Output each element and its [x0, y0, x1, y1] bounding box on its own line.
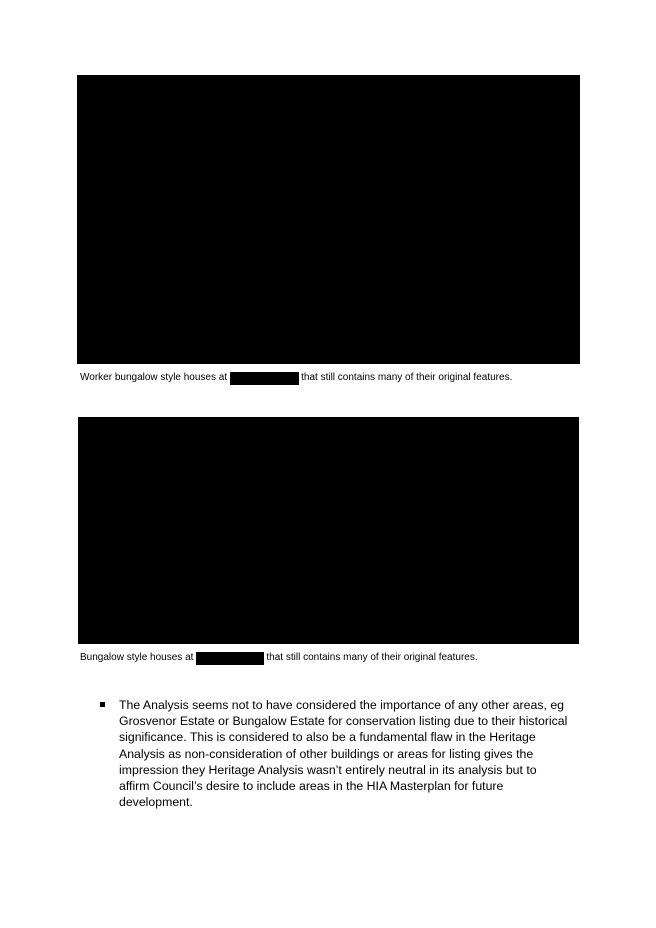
figure-caption	[80, 651, 478, 665]
caption-text-before: Bungalow style houses at	[80, 652, 194, 663]
figure-caption	[80, 371, 512, 385]
redacted-address	[230, 372, 299, 385]
bullet-paragraph: The Analysis seems not to have considered the importance of any other areas, eg Grosvenor Estate or Bungalow Estate for conservation listing due to their historical significance. This is considered to also be a fundamental flaw in the Heritage Analysis as non-consideration of other buildings or areas for listing gives the impression they Heritage Analysis wasn’t entirely neutral in its analysis but to affirm Council’s desire to include areas in the HIA Masterplan for future development.	[119, 698, 568, 810]
redacted-photo-bungalows	[78, 417, 579, 644]
caption-text-before: Worker bungalow style houses at	[80, 372, 228, 383]
redacted-address	[196, 652, 264, 665]
caption-text-after: that still contains many of their original features.	[301, 372, 513, 383]
caption-text-after: that still contains many of their original features.	[266, 652, 478, 663]
bullet-list-item	[100, 697, 570, 810]
square-bullet-icon	[100, 702, 105, 707]
redacted-photo-worker-bungalows	[77, 75, 580, 364]
